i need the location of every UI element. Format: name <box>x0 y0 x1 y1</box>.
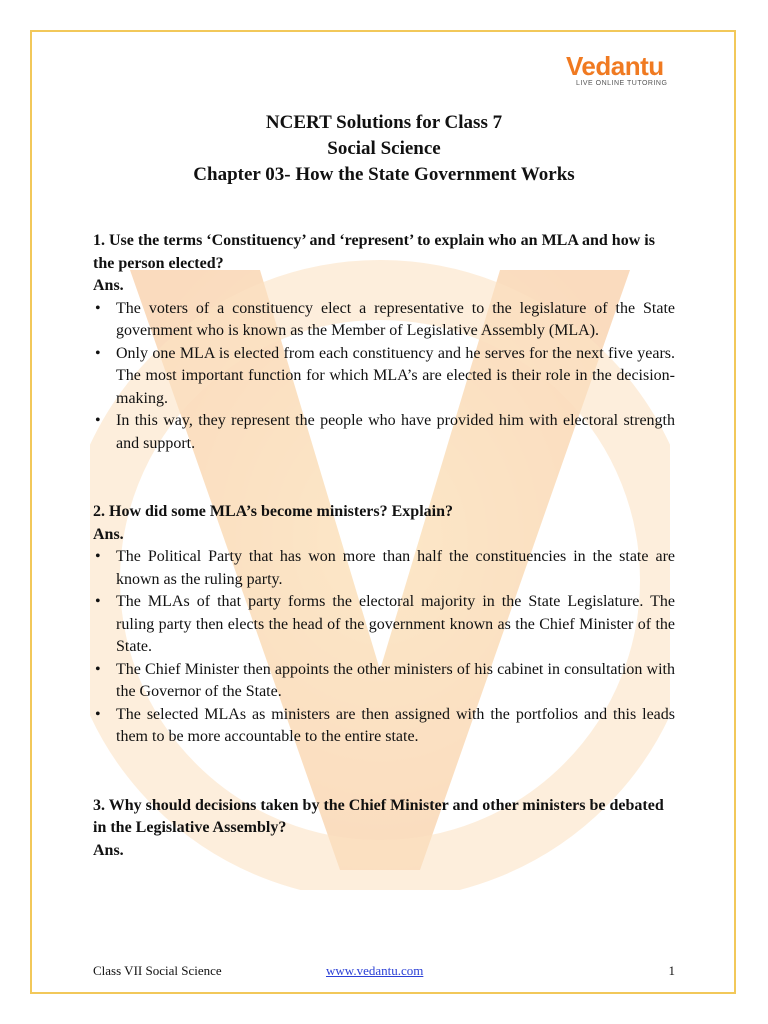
logo-wordmark: Vedantu <box>566 51 664 81</box>
page-footer <box>93 963 675 981</box>
title-line-1: NCERT Solutions for Class 7 <box>265 112 503 133</box>
answer-label: Ans. <box>93 277 124 294</box>
answer-label: Ans. <box>93 841 124 859</box>
questions-content <box>93 230 675 908</box>
question-section-3 <box>93 795 675 863</box>
answer-point: • The MLAs of that party forms the electoral majority in the State Legislature. The ruling party then elects the head of the government known as the Chief Minister of the State. <box>93 591 675 659</box>
question-section-2 <box>93 501 675 749</box>
footer-website-link[interactable]: www.vedantu.com <box>326 963 424 978</box>
question-text: 1. Use the terms ‘Constituency’ and ‘represent’ to explain who an MLA and how is the person elected? <box>93 232 655 272</box>
question-section-1 <box>93 230 675 455</box>
title-line-3: Chapter 03- How the State Government Works <box>193 164 575 185</box>
title-line-2: Social Science <box>327 138 441 159</box>
answer-point: • The Chief Minister then appoints the other ministers of his cabinet in consultation with the Governor of the State. <box>93 659 675 704</box>
answer-point: • The Political Party that has won more than half the constituencies in the state are known as the ruling party. <box>93 546 675 591</box>
footer-class-label: Class VII Social Science <box>93 963 222 978</box>
vedantu-logo <box>566 52 676 87</box>
answer-point: • The voters of a constituency elect a representative to the legislature of the State government who is known as the Member of Legislative Assembly (MLA). <box>93 298 675 343</box>
document-titles <box>0 110 768 188</box>
question-text: 2. How did some MLA’s become ministers? Explain? <box>93 503 453 520</box>
answer-point: • In this way, they represent the people who have provided him with electoral strength and support. <box>93 410 675 455</box>
page-number: 1 <box>668 963 675 978</box>
question-text: 3. Why should decisions taken by the Chief Minister and other ministers be debated in the Legislative Assembly? <box>93 796 664 836</box>
answer-point: • The selected MLAs as ministers are then assigned with the portfolios and this leads them to be more accountable to the entire state. <box>93 704 675 749</box>
answer-list <box>93 298 675 456</box>
answer-point: • Only one MLA is elected from each constituency and he serves for the next five years. The most important function for which MLA’s are elected is their role in the decision-making. <box>93 343 675 411</box>
logo-tagline: LIVE ONLINE TUTORING <box>576 80 668 87</box>
answer-list <box>93 546 675 749</box>
answer-label: Ans. <box>93 525 124 543</box>
